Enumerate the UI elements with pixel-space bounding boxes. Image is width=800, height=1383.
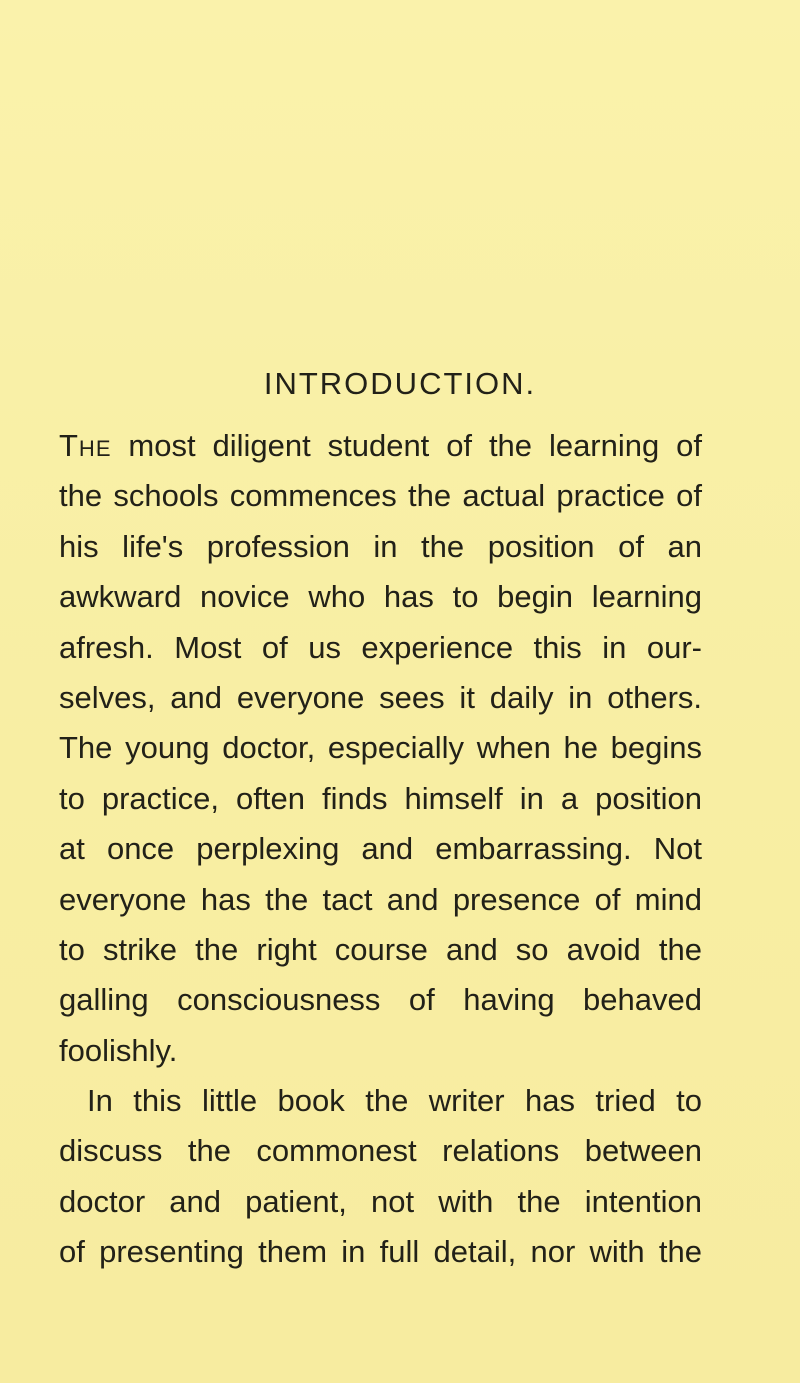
- paragraph-1-line-12: galling consciousness of having behaved: [59, 982, 702, 1018]
- paragraph-1-line-3: his life's profession in the position of an: [59, 528, 702, 564]
- paragraph-2-line-1: In this little book the writer has tried to: [87, 1083, 702, 1119]
- body-text: [59, 426, 702, 1283]
- paragraph-2-line-2: discuss the commonest relations between: [59, 1133, 702, 1169]
- paragraph-1-line-5: afresh. Most of us experience this in our-: [59, 629, 702, 665]
- chapter-heading: INTRODUCTION.: [263, 366, 537, 401]
- paragraph-1-line-4: awkward novice who has to begin learning: [59, 579, 702, 615]
- paragraph-2-line-3: doctor and patient, not with the intention: [59, 1183, 702, 1219]
- paragraph-1-line-6: selves, and everyone sees it daily in others.: [59, 679, 702, 715]
- paragraph-1-line-9: at once perplexing and embarrassing. Not: [59, 831, 702, 867]
- paragraph-1-line-1: [59, 426, 702, 476]
- paragraph-1-line-8: to practice, often finds himself in a position: [59, 780, 702, 816]
- paragraph-2-line-4: of presenting them in full detail, nor with the: [59, 1234, 702, 1270]
- paragraph-1-line-13: foolishly.: [59, 1032, 178, 1068]
- paragraph-1-line-10: everyone has the tact and presence of mind: [59, 881, 702, 917]
- paragraph-1-line-7: The young doctor, especially when he begins: [59, 730, 702, 766]
- paragraph-1-line-11: to strike the right course and so avoid the: [59, 931, 702, 967]
- paragraph-1-line-1-text: most diligent student of the learning of: [111, 428, 702, 463]
- lead-word: The: [59, 428, 112, 463]
- paragraph-1-line-2: the schools commences the actual practice of: [59, 478, 702, 514]
